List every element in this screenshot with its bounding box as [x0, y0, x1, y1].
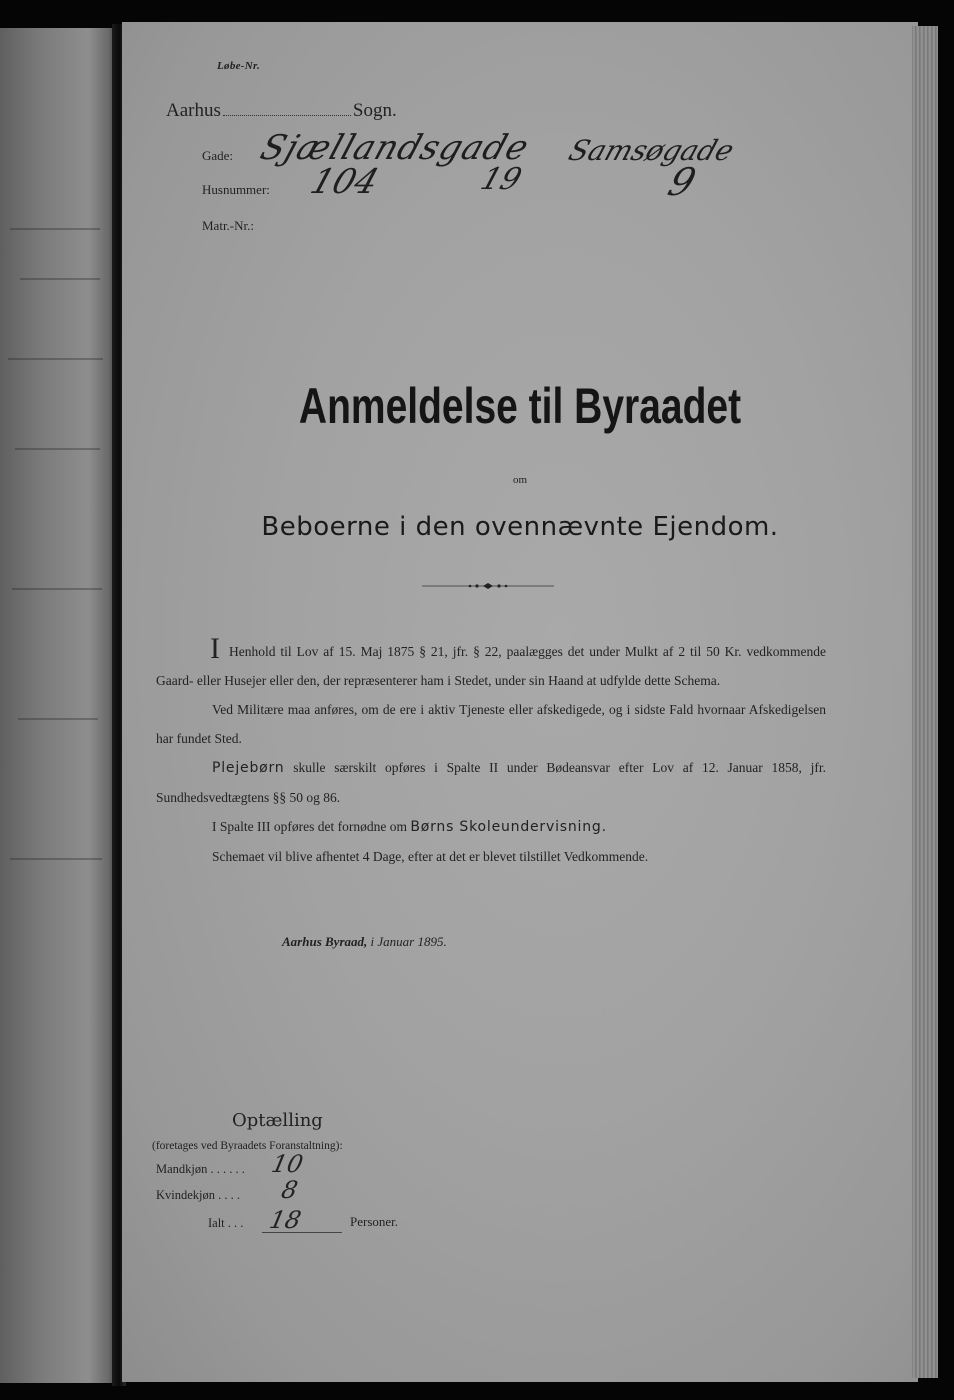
facing-page-left [0, 28, 118, 1383]
instruction-text: skulle særskilt opføres i Spalte II under Bødeansvar efter Lov af 12. Januar 1858, jfr. Sundhedsvedtægtens §§ 50 og 86. [156, 760, 826, 805]
personer-label: Personer. [350, 1214, 399, 1229]
plejeborn-emphasis: Plejebørn [212, 760, 285, 776]
matr-nr-label: Matr.-Nr.: [202, 218, 254, 233]
ornament-divider [422, 582, 554, 590]
skoleundervisning-emphasis: Børns Skoleundervisning. [410, 819, 607, 835]
instruction-paragraph: Ved Militære maa anføres, om de ere i aktiv Tjeneste eller afskedigede, og i sidste Fald hvornaar Afskedigelsen har fundet Sted. [156, 702, 826, 746]
drop-initial: I [210, 632, 220, 665]
husnummer-label: Husnummer: [202, 182, 270, 197]
ialt-label: Ialt . . . [208, 1216, 244, 1230]
gade-handwritten-value-2: Samsøgade [564, 134, 739, 167]
instruction-text: Henhold til Lov af 15. Maj 1875 § 21, jfr. § 22, paalægges det under Mulkt af 2 til 50 Kr. vedkommende Gaard- eller Husejer eller den, der repræsenterer ham i Stedet, under sin Haand at udfylde dette Schema. [156, 644, 826, 688]
husnummer-handwritten-value: 9 [662, 160, 702, 204]
byraad-signature: Aarhus Byraad, [282, 934, 368, 949]
instruction-paragraph [156, 632, 826, 695]
husnummer-handwritten-value: 19 [476, 162, 526, 197]
kvindekjon-value: 8 [279, 1176, 301, 1204]
optaelling-subtitle: (foretages ved Byraadets Foranstaltning): [152, 1140, 343, 1152]
optaelling-title: Optælling [232, 1110, 323, 1131]
lobe-nr-label: Løbe-Nr. [217, 60, 261, 72]
mandkjon-value: 10 [269, 1150, 306, 1178]
husnummer-handwritten-value: 104 [305, 162, 384, 202]
instruction-paragraph: Schemaet vil blive afhentet 4 Dage, efter at det er blevet tilstillet Vedkommende. [212, 849, 649, 864]
gade-handwritten-value: Sjællandsgade [255, 128, 535, 168]
document-subtitle: Beboerne i den ovennævnte Ejendom. [261, 512, 779, 542]
kvindekjon-label: Kvindekjøn . . . . [156, 1188, 241, 1202]
instructions-block [156, 632, 826, 871]
instruction-paragraph [156, 753, 826, 812]
instruction-paragraph [156, 812, 826, 842]
document-title: Anmeldelse til Byraadet [298, 378, 742, 434]
mandkjon-label: Mandkjøn . . . . . . [156, 1162, 245, 1176]
ialt-value: 18 [267, 1206, 304, 1234]
aarhus-label: Aarhus [166, 100, 221, 121]
title-connector: om [512, 474, 528, 486]
signature-date: i Januar 1895. [367, 934, 447, 949]
parish-line [166, 100, 397, 122]
instruction-text: I Spalte III opføres det fornødne om [212, 819, 411, 834]
gade-label: Gade: [202, 148, 234, 163]
document-page [122, 22, 918, 1382]
page-edge-stack [912, 26, 938, 1378]
parish-blank [223, 103, 351, 116]
signature-line [282, 934, 447, 950]
sogn-label: Sogn. [352, 100, 397, 121]
